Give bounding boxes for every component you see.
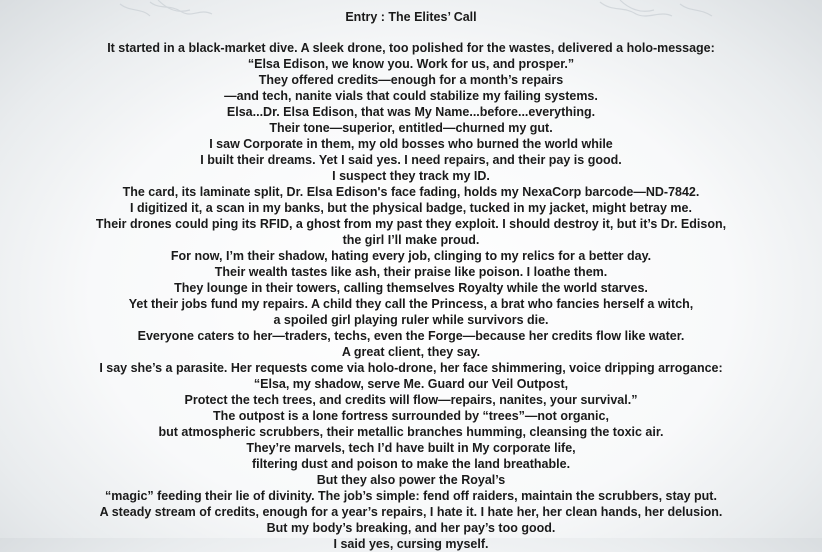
entry-line: They lounge in their towers, calling themselves Royalty while the world starves.	[174, 281, 648, 295]
entry-line: But they also power the Royal’s	[316, 473, 506, 487]
entry-line: I digitized it, a scan in my banks, but the physical badge, tucked in my jacket, might betray me.	[130, 201, 692, 215]
entry-line: But my body’s breaking, and her pay’s too good.	[266, 521, 556, 535]
entry-line: I say she’s a parasite. Her requests come via holo-drone, her face shimmering, voice dripping arrogance:	[99, 361, 723, 375]
entry-line: They offered credits—enough for a month’s repairs	[258, 73, 564, 87]
entry-line: Everyone caters to her—traders, techs, even the Forge—because her credits flow like water.	[137, 329, 685, 343]
entry-line: For now, I’m their shadow, hating every job, clinging to my relics for a better day.	[170, 249, 652, 263]
entry-line: the girl I’ll make proud.	[342, 233, 480, 247]
entry-line: “Elsa, my shadow, serve Me. Guard our Veil Outpost,	[253, 377, 569, 391]
entry-line: I saw Corporate in them, my old bosses who burned the world while	[209, 137, 613, 151]
entry-line: Their drones could ping its RFID, a ghost from my past they exploit. I should destroy it, but it’s Dr. Edison,	[95, 217, 727, 231]
entry-line: filtering dust and poison to make the land breathable.	[251, 457, 571, 471]
entry-line: Yet their jobs fund my repairs. A child they call the Princess, a brat who fancies herself a witch,	[128, 297, 694, 311]
entry-body	[0, 40, 822, 552]
entry-line: A great client, they say.	[341, 345, 481, 359]
entry-title: Entry : The Elites’ Call	[345, 10, 477, 24]
entry-line: a spoiled girl playing ruler while survivors die.	[273, 313, 549, 327]
entry-line: The outpost is a lone fortress surrounded by “trees”—not organic,	[213, 409, 609, 423]
entry-line: I built their dreams. Yet I said yes. I need repairs, and their pay is good.	[200, 153, 622, 167]
entry-line: They’re marvels, tech I’d have built in My corporate life,	[246, 441, 576, 455]
entry-line: “magic” feeding their lie of divinity. The job’s simple: fend off raiders, maintain the scrubbers, stay put.	[105, 489, 717, 503]
entry-line: I suspect they track my ID.	[332, 169, 490, 183]
entry-line: “Elsa Edison, we know you. Work for us, and prosper.”	[247, 57, 575, 71]
entry-line: I said yes, cursing myself.	[333, 537, 489, 551]
entry-line: The card, its laminate split, Dr. Elsa Edison's face fading, holds my NexaCorp barcode—ND-7842.	[122, 185, 700, 199]
journal-entry	[0, 10, 822, 552]
entry-line: —and tech, nanite vials that could stabilize my failing systems.	[224, 89, 598, 103]
entry-line: Elsa...Dr. Elsa Edison, that was My Name...before...everything.	[226, 105, 596, 119]
entry-line: Protect the tech trees, and credits will flow—repairs, nanites, your survival.”	[184, 393, 638, 407]
entry-line: A steady stream of credits, enough for a year’s repairs, I hate it. I hate her, her clean hands, her delusion.	[99, 505, 723, 519]
entry-line: Their wealth tastes like ash, their praise like poison. I loathe them.	[214, 265, 608, 279]
entry-line: It started in a black-market dive. A sleek drone, too polished for the wastes, delivered a holo-message:	[107, 41, 715, 55]
entry-line: but atmospheric scrubbers, their metallic branches humming, cleansing the toxic air.	[158, 425, 664, 439]
entry-line: Their tone—superior, entitled—churned my gut.	[269, 121, 553, 135]
